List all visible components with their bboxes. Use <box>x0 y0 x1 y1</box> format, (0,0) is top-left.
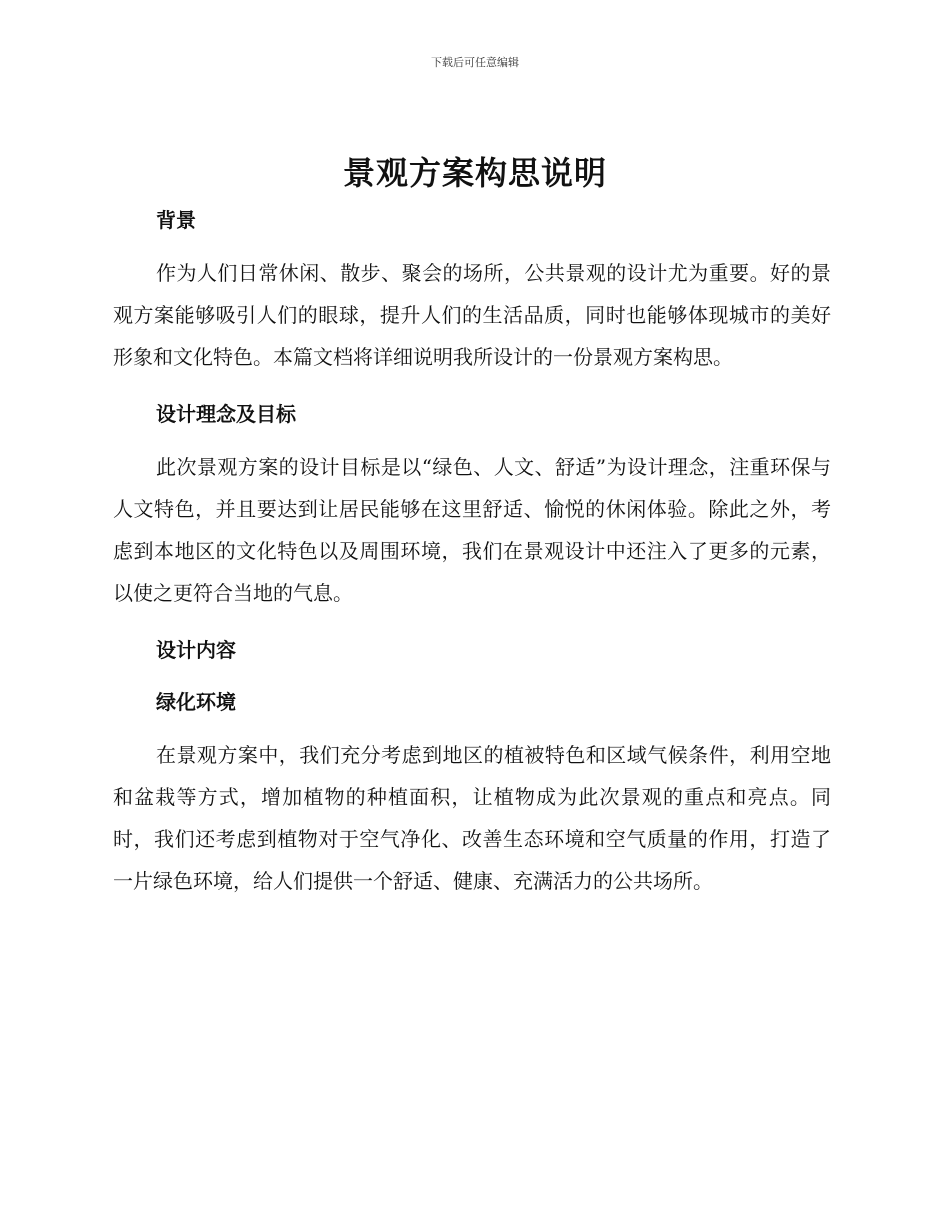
paragraph-concept: 此次景观方案的设计目标是以“绿色、人文、舒适”为设计理念，注重环保与人文特色，并且要达到让居民能够在这里舒适、愉悦的休闲体验。除此之外，考虑到本地区的文化特色以及周围环境，我们在景观设计中还注入了更多的元素，以使之更符合当地的气息。 <box>113 455 831 605</box>
section-heading-background: 背景 <box>156 208 196 232</box>
document-title: 景观方案构思说明 <box>342 154 607 192</box>
section-heading-content: 设计内容 <box>156 638 236 662</box>
paragraph-greening: 在景观方案中，我们充分考虑到地区的植被特色和区域气候条件，利用空地和盆栽等方式，增加植物的种植面积，让植物成为此次景观的重点和亮点。同时，我们还考虑到植物对于空气净化、改善生态环境和空气质量的作用，打造了一片绿色环境，给人们提供一个舒适、健康、充满活力的公共场所。 <box>113 743 831 893</box>
document-body <box>113 200 831 902</box>
paragraph-background: 作为人们日常休闲、散步、聚会的场所，公共景观的设计尤为重要。好的景观方案能够吸引人们的眼球，提升人们的生活品质，同时也能够体现城市的美好形象和文化特色。本篇文档将详细说明我所设计的一份景观方案构思。 <box>113 261 831 369</box>
section-heading-concept: 设计理念及目标 <box>156 402 296 426</box>
section-heading-greening: 绿化环境 <box>156 690 236 714</box>
page-header-note: 下载后可任意编辑 <box>431 56 519 69</box>
